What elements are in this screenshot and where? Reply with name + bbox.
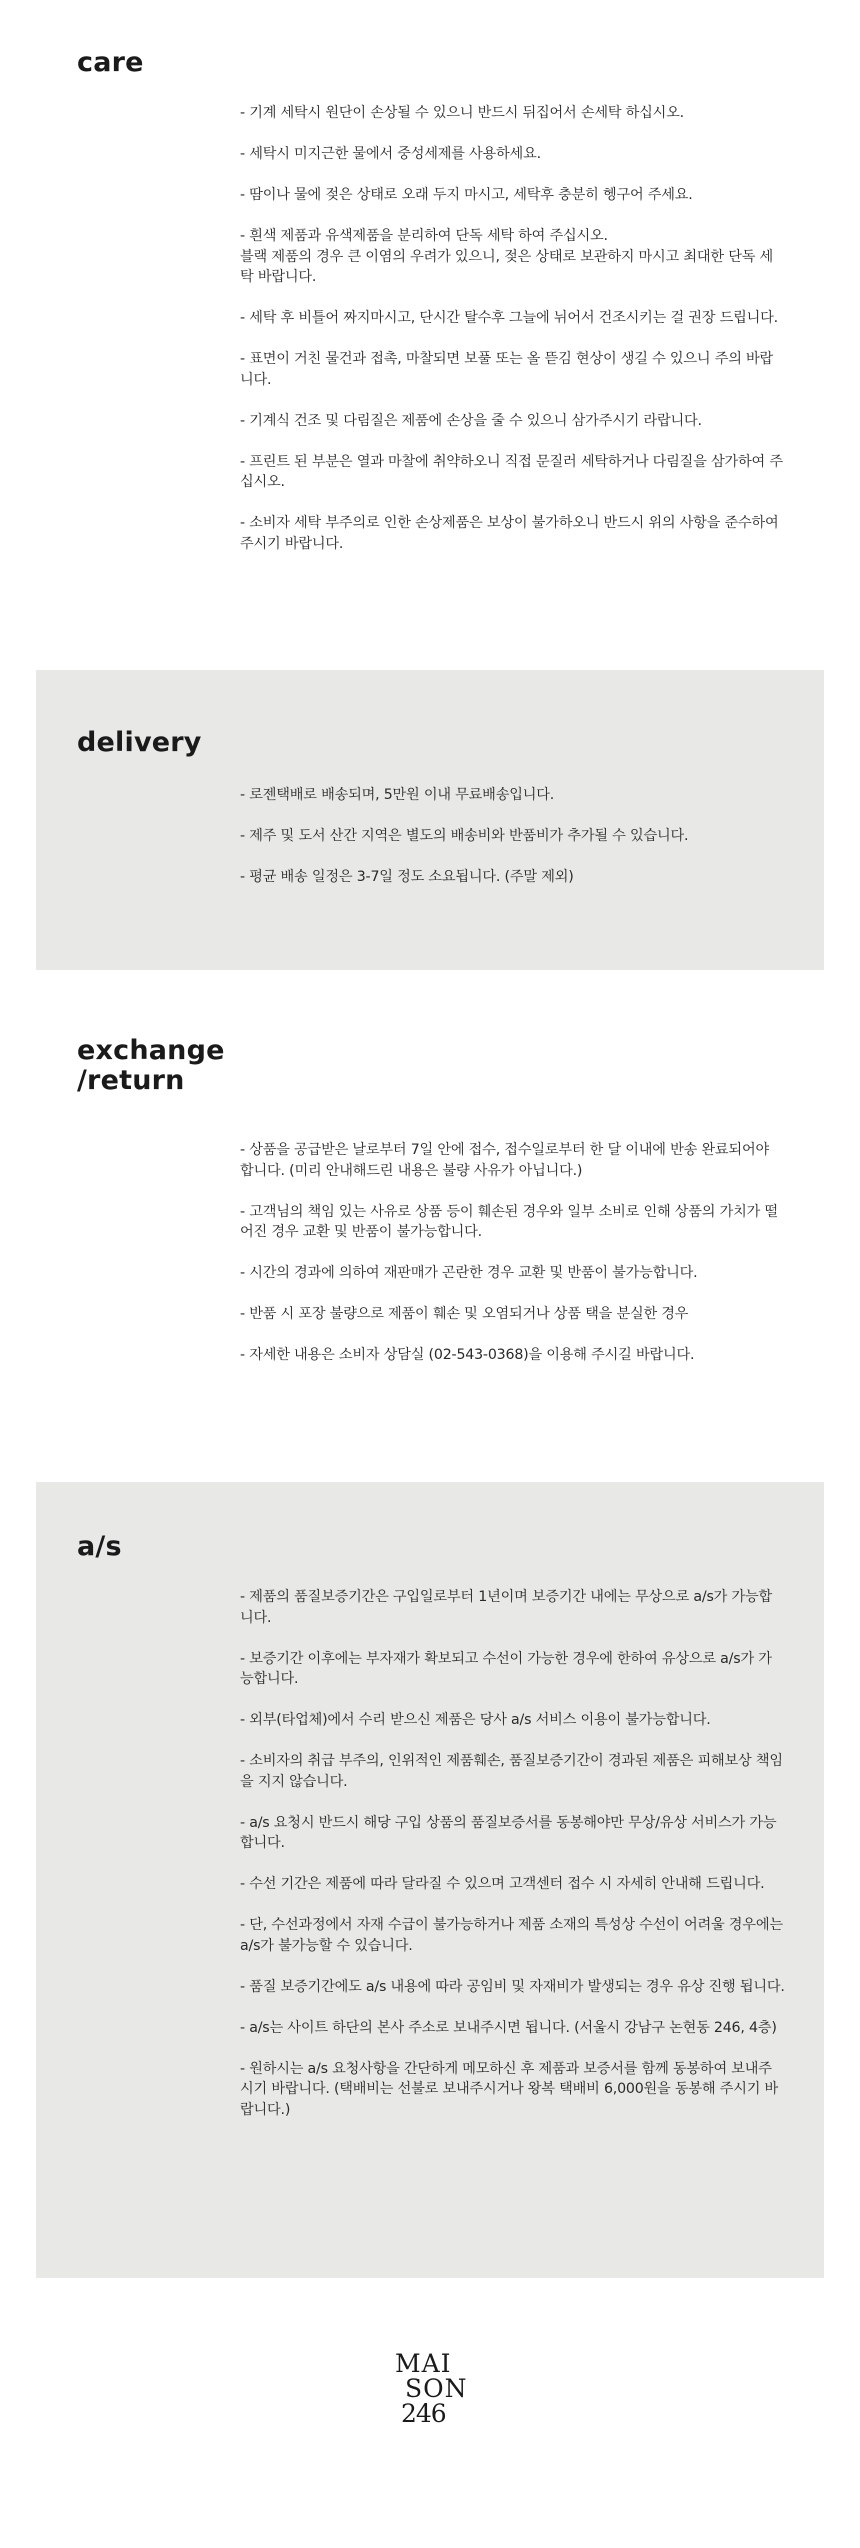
exchange-item: - 반품 시 포장 불량으로 제품이 훼손 및 오염되거나 상품 택을 분실한 경우 <box>240 1306 689 1322</box>
as-list <box>240 1587 785 2141</box>
logo-line-3: 246 <box>401 2399 446 2428</box>
care-item: - 프린트 된 부분은 열과 마찰에 취약하오니 직접 문질러 세탁하거나 다림질을 삼가하여 주십시오. <box>240 453 783 490</box>
care-item: - 기계식 건조 및 다림질은 제품에 손상을 줄 수 있으니 삼가주시기 라랍니다. <box>240 412 702 429</box>
delivery-item: - 평균 배송 일정은 3-7일 정도 소요됩니다. (주말 제외) <box>240 869 574 885</box>
logo-line-1: MAI <box>395 2349 452 2378</box>
exchange-item: - 상품을 공급받은 날로부터 7일 안에 접수, 접수일로부터 한 달 이내에 반송 완료되어야 합니다. (미리 안내해드린 내용은 불량 사유가 아닙니다.) <box>240 1142 769 1179</box>
care-item: - 땀이나 물에 젖은 상태로 오래 두지 마시고, 세탁후 충분히 헹구어 주세요. <box>240 187 693 203</box>
care-list <box>240 103 785 575</box>
as-item: - 원하시는 a/s 요청사항을 간단하게 메모하신 후 제품과 보증서를 함께 동봉하여 보내주시기 바랍니다. (택배비는 선불로 보내주시거나 왕복 택배비 6,000원을 동봉해 주시기 바랍니다.) <box>240 2060 779 2118</box>
as-item: - 제품의 품질보증기간은 구입일로부터 1년이며 보증기간 내에는 무상으로 a/s가 가능합니다. <box>240 1589 772 1626</box>
footer <box>0 2278 860 2548</box>
delivery-list <box>240 785 785 908</box>
as-item: - 단, 수선과정에서 자재 수급이 불가능하거나 제품 소재의 특성상 수선이 어려울 경우에는 a/s가 불가능할 수 있습니다. <box>240 1917 783 1954</box>
as-item: - a/s 요청시 반드시 해당 구입 상품의 품질보증서를 동봉해야만 무상/유상 서비스가 가능합니다. <box>240 1814 777 1851</box>
as-section <box>36 1482 824 2278</box>
delivery-item: - 로젠택배로 배송되며, 5만원 이내 무료배송입니다. <box>240 787 555 803</box>
care-item: - 세탁 후 비틀어 짜지마시고, 단시간 탈수후 그늘에 뉘어서 건조시키는 걸 권장 드립니다. <box>240 310 778 326</box>
care-item: - 기계 세탁시 원단이 손상될 수 있으니 반드시 뒤집어서 손세탁 하십시오. <box>240 105 684 121</box>
as-item: - 품질 보증기간에도 a/s 내용에 따라 공임비 및 자재비가 발생되는 경우 유상 진행 됩니다. <box>240 1978 785 1995</box>
exchange-return-list <box>240 1140 785 1386</box>
as-item: - 외부(타업체)에서 수리 받으신 제품은 당사 a/s 서비스 이용이 불가능합니다. <box>240 1712 711 1728</box>
as-item: - 수선 기간은 제품에 따라 달라질 수 있으며 고객센터 접수 시 자세히 안내해 드립니다. <box>240 1876 765 1892</box>
care-item: - 세탁시 미지근한 물에서 중성세제를 사용하세요. <box>240 146 541 162</box>
care-item: - 흰색 제품과 유색제품을 분리하여 단독 세탁 하여 주십시오. 블랙 제품의 경우 큰 이염의 우려가 있으니, 젖은 상태로 보관하지 마시고 최대한 단독 세탁 바랍니다. <box>240 228 774 285</box>
maison-246-logo <box>393 2348 469 2428</box>
as-title: a/s <box>77 1531 122 1562</box>
delivery-title: delivery <box>77 727 202 758</box>
exchange-item: - 자세한 내용은 소비자 상담실 (02-543-0368)을 이용해 주시길 바랍니다. <box>240 1347 695 1363</box>
delivery-section <box>36 670 824 970</box>
care-item: - 표면이 거친 물건과 접촉, 마찰되면 보풀 또는 올 뜯김 현상이 생길 수 있으니 주의 바랍니다. <box>240 351 774 388</box>
delivery-item: - 제주 및 도서 산간 지역은 별도의 배송비와 반품비가 추가될 수 있습니다. <box>240 828 689 844</box>
as-item: - 보증기간 이후에는 부자재가 확보되고 수선이 가능한 경우에 한하여 유상으로 a/s가 가능합니다. <box>240 1650 772 1687</box>
as-item: - a/s는 사이트 하단의 본사 주소로 보내주시면 됩니다. (서울시 강남구 논현동 246, 4층) <box>240 2019 777 2036</box>
exchange-return-title: exchange /return <box>77 1035 225 1096</box>
exchange-return-section <box>0 970 860 1482</box>
as-item: - 소비자의 취급 부주의, 인위적인 제품훼손, 품질보증기간이 경과된 제품은 피해보상 책임을 지지 않습니다. <box>240 1753 783 1790</box>
exchange-item: - 고객님의 책임 있는 사유로 상품 등이 훼손된 경우와 일부 소비로 인해 상품의 가치가 떨어진 경우 교환 및 반품이 불가능합니다. <box>240 1203 778 1240</box>
care-item: - 소비자 세탁 부주의로 인한 손상제품은 보상이 불가하오니 반드시 위의 사항을 준수하여 주시기 바랍니다. <box>240 515 779 552</box>
care-title: care <box>77 47 144 78</box>
care-section <box>0 0 860 670</box>
exchange-item: - 시간의 경과에 의하여 재판매가 곤란한 경우 교환 및 반품이 불가능합니다. <box>240 1265 698 1281</box>
logo-line-2: SON <box>405 2374 468 2403</box>
